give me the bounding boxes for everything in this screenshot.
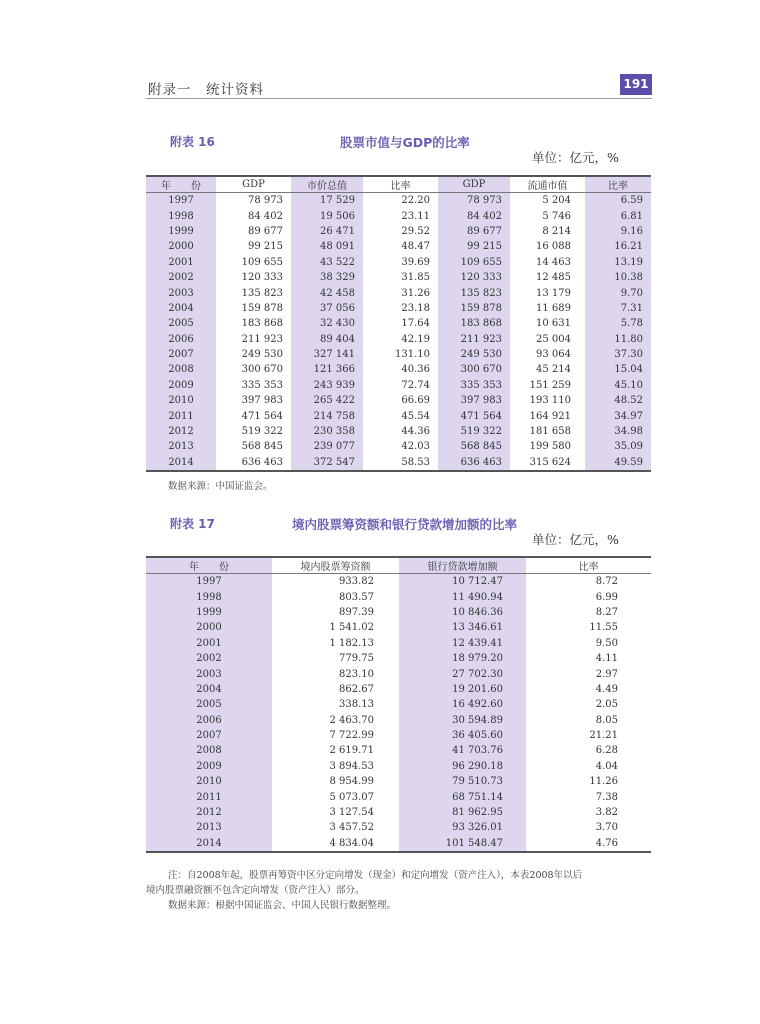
table-cell: 338.13 — [339, 699, 374, 711]
table-cell: 48.52 — [585, 393, 651, 408]
table-cell: 933.82 — [339, 576, 374, 588]
table-cell: 2.97 — [595, 668, 618, 680]
table-cell: 636 463 — [438, 455, 510, 471]
table-cell: 99 215 — [248, 241, 283, 253]
table-cell: 5.78 — [585, 316, 651, 331]
table-cell: 9.50 — [595, 637, 618, 649]
table-cell: 39.69 — [401, 256, 430, 268]
table-row — [146, 224, 651, 239]
table-cell: 193 110 — [529, 395, 571, 407]
table-cell: 84 402 — [248, 210, 283, 222]
table-row — [146, 666, 651, 681]
table-cell: 6.28 — [595, 745, 618, 757]
table-cell: 9.16 — [585, 224, 651, 239]
table-cell: 12 439.41 — [399, 636, 526, 651]
table-row — [146, 301, 651, 316]
table-cell: 10 631 — [536, 318, 571, 330]
table17-header-row — [146, 557, 651, 574]
table-cell: 4.11 — [595, 653, 618, 665]
col-header-gdp-2: GDP — [438, 176, 510, 193]
table-cell: 159 878 — [241, 302, 283, 314]
table-cell: 2001 — [146, 255, 216, 270]
table-cell: 101 548.47 — [399, 836, 526, 852]
table-cell: 214 758 — [291, 408, 363, 423]
table-cell: 8 214 — [542, 225, 571, 237]
table17-unit: 单位：亿元，% — [532, 532, 619, 547]
table-cell: 35.09 — [585, 439, 651, 454]
table-cell: 11.26 — [589, 776, 618, 788]
table-cell: 11 689 — [536, 302, 571, 314]
table-cell: 58.53 — [401, 456, 430, 468]
table-cell: 1998 — [146, 208, 216, 223]
table-cell: 42.03 — [401, 441, 430, 453]
table-cell: 8.27 — [595, 606, 618, 618]
table-cell: 30 594.89 — [399, 713, 526, 728]
table-cell: 1999 — [146, 224, 216, 239]
page-header — [146, 76, 652, 99]
table-cell: 7.31 — [585, 301, 651, 316]
table-cell: 78 973 — [248, 195, 283, 207]
table-cell: 109 655 — [438, 255, 510, 270]
table-cell: 1 541.02 — [329, 622, 374, 634]
table-cell: 2002 — [146, 270, 216, 285]
col-header-gdp: GDP — [216, 176, 291, 193]
table-cell: 11.80 — [585, 332, 651, 347]
table-cell: 803.57 — [339, 591, 374, 603]
table-cell: 36 405.60 — [399, 728, 526, 743]
table-cell: 2005 — [146, 316, 216, 331]
table-cell: 13 346.61 — [399, 620, 526, 635]
table-row — [146, 697, 651, 712]
table-cell: 5 073.07 — [329, 791, 374, 803]
table-cell: 3 457.52 — [329, 822, 374, 834]
table-cell: 315 624 — [529, 456, 571, 468]
table-row — [146, 636, 651, 651]
table17 — [146, 556, 651, 853]
table-cell: 2009 — [146, 378, 216, 393]
table-cell: 6.81 — [585, 208, 651, 223]
table-cell: 2012 — [146, 424, 216, 439]
table-cell: 43 522 — [291, 255, 363, 270]
table-cell: 151 259 — [529, 379, 571, 391]
table-cell: 181 658 — [529, 426, 571, 438]
col-header-ratio: 比率 — [363, 176, 438, 193]
table-cell: 17 529 — [291, 193, 363, 209]
table-cell: 243 939 — [291, 378, 363, 393]
col-header-market-cap: 市价总值 — [291, 176, 363, 193]
table-cell: 34.98 — [585, 424, 651, 439]
table-cell: 22.20 — [401, 195, 430, 207]
table-cell: 131.10 — [395, 349, 430, 361]
col-header-bank-loan-increase: 银行贷款增加额 — [399, 557, 526, 574]
table-cell: 13 179 — [536, 287, 571, 299]
table-row — [146, 362, 651, 377]
table-row — [146, 743, 651, 758]
table-cell: 16.21 — [585, 239, 651, 254]
table-cell: 12 485 — [536, 272, 571, 284]
table-cell: 37 056 — [291, 301, 363, 316]
table-cell: 109 655 — [241, 256, 283, 268]
table-cell: 2011 — [146, 408, 216, 423]
table-cell: 13.19 — [585, 255, 651, 270]
table-cell: 2.05 — [595, 699, 618, 711]
table-cell: 26 471 — [291, 224, 363, 239]
table16 — [146, 175, 651, 472]
table-cell: 66.69 — [401, 395, 430, 407]
table-row — [146, 347, 651, 362]
table-cell: 45 214 — [536, 364, 571, 376]
table-cell: 17.64 — [401, 318, 430, 330]
table-cell: 2001 — [146, 636, 272, 651]
table17-notes — [146, 868, 656, 913]
table-cell: 6.59 — [585, 193, 651, 209]
table-cell: 3 894.53 — [329, 760, 374, 772]
table-row — [146, 408, 651, 423]
table-cell: 372 547 — [291, 455, 363, 471]
table-row — [146, 589, 651, 604]
table-cell: 335 353 — [241, 379, 283, 391]
table-cell: 2007 — [146, 347, 216, 362]
table-cell: 2 619.71 — [329, 745, 374, 757]
table-row — [146, 820, 651, 835]
table-cell: 81 962.95 — [399, 805, 526, 820]
table-cell: 327 141 — [291, 347, 363, 362]
table-cell: 96 290.18 — [399, 759, 526, 774]
table-cell: 11.55 — [589, 622, 618, 634]
table-cell: 2013 — [146, 439, 216, 454]
table-cell: 823.10 — [339, 668, 374, 680]
table-cell: 18 979.20 — [399, 651, 526, 666]
table-row — [146, 378, 651, 393]
table-cell: 239 077 — [291, 439, 363, 454]
table16-source: 数据来源：中国证监会。 — [168, 481, 273, 492]
table-cell: 37.30 — [585, 347, 651, 362]
table-row — [146, 424, 651, 439]
table-row — [146, 682, 651, 697]
table-cell: 211 923 — [241, 333, 283, 345]
table-cell: 25 004 — [536, 333, 571, 345]
table16-title: 股票市值与GDP的比率 — [340, 135, 470, 150]
table-cell: 32 430 — [291, 316, 363, 331]
table-cell: 2005 — [146, 697, 272, 712]
table-row — [146, 759, 651, 774]
table-cell: 300 670 — [438, 362, 510, 377]
table-cell: 6.99 — [595, 591, 618, 603]
table-row — [146, 316, 651, 331]
table-cell: 21.21 — [589, 730, 618, 742]
table-row — [146, 193, 651, 209]
table-cell: 211 923 — [438, 332, 510, 347]
table-cell: 3.82 — [595, 807, 618, 819]
table-row — [146, 255, 651, 270]
table-cell: 10 712.47 — [399, 574, 526, 590]
col-header-ratio: 比率 — [526, 557, 651, 574]
note-line-1: 注：自2008年起，股票再筹资中区分定向增发（现金）和定向增发（资产注入），本表2008年以后 — [168, 870, 583, 881]
table-cell: 2008 — [146, 743, 272, 758]
table-cell: 31.85 — [401, 272, 430, 284]
table-row — [146, 805, 651, 820]
table-cell: 34.97 — [585, 408, 651, 423]
table-cell: 471 564 — [438, 408, 510, 423]
table-cell: 4.76 — [595, 837, 618, 849]
table-cell: 2006 — [146, 713, 272, 728]
col-header-stock-financing: 境内股票筹资额 — [272, 557, 399, 574]
table-cell: 230 358 — [291, 424, 363, 439]
table-cell: 2007 — [146, 728, 272, 743]
col-header-year: 年 份 — [146, 557, 272, 574]
table-row — [146, 208, 651, 223]
table-cell: 42.19 — [401, 333, 430, 345]
table-cell: 4 834.04 — [329, 837, 374, 849]
table-cell: 27 702.30 — [399, 666, 526, 681]
table-cell: 2003 — [146, 666, 272, 681]
table-row — [146, 789, 651, 804]
table-cell: 1998 — [146, 589, 272, 604]
table-cell: 44.36 — [401, 426, 430, 438]
table-cell: 568 845 — [438, 439, 510, 454]
table-row — [146, 439, 651, 454]
table-cell: 4.49 — [595, 683, 618, 695]
table16-header-row — [146, 176, 651, 193]
table-cell: 2008 — [146, 362, 216, 377]
table-cell: 2004 — [146, 682, 272, 697]
table17-label: 附表 17 — [170, 517, 215, 531]
table-cell: 23.11 — [401, 210, 430, 222]
table-cell: 2004 — [146, 301, 216, 316]
table-cell: 3.70 — [595, 822, 618, 834]
table-row — [146, 393, 651, 408]
table-cell: 29.52 — [401, 225, 430, 237]
table-cell: 335 353 — [438, 378, 510, 393]
table-cell: 2010 — [146, 774, 272, 789]
table-cell: 79 510.73 — [399, 774, 526, 789]
table-cell: 779.75 — [339, 653, 374, 665]
table-cell: 8.05 — [595, 714, 618, 726]
table-cell: 16 492.60 — [399, 697, 526, 712]
table-cell: 2 463.70 — [329, 714, 374, 726]
table-cell: 48.47 — [401, 241, 430, 253]
table-cell: 3 127.54 — [329, 807, 374, 819]
table-cell: 135 823 — [241, 287, 283, 299]
table-cell: 568 845 — [241, 441, 283, 453]
table-cell: 40.36 — [401, 364, 430, 376]
table-cell: 1 182.13 — [329, 637, 374, 649]
table-cell: 2012 — [146, 805, 272, 820]
table-cell: 397 983 — [438, 393, 510, 408]
table-cell: 5 204 — [542, 195, 571, 207]
table-cell: 249 530 — [241, 349, 283, 361]
table-cell: 2003 — [146, 285, 216, 300]
table-row — [146, 332, 651, 347]
table-cell: 72.74 — [401, 379, 430, 391]
table-row — [146, 620, 651, 635]
table-cell: 862.67 — [339, 683, 374, 695]
table-cell: 89 677 — [438, 224, 510, 239]
table-row — [146, 728, 651, 743]
table16-label: 附表 16 — [170, 135, 215, 149]
table-cell: 38 329 — [291, 270, 363, 285]
table-cell: 45.54 — [401, 410, 430, 422]
table-cell: 1999 — [146, 605, 272, 620]
table-row — [146, 455, 651, 471]
table-row — [146, 574, 651, 590]
note-line-2: 境内股票融资额不包含定向增发（资产注入）部分。 — [146, 885, 365, 896]
table-cell: 2000 — [146, 239, 216, 254]
table-cell: 19 201.60 — [399, 682, 526, 697]
table-row — [146, 605, 651, 620]
table-cell: 23.18 — [401, 302, 430, 314]
table-cell: 19 506 — [291, 208, 363, 223]
table-cell: 397 983 — [241, 395, 283, 407]
table-cell: 14 463 — [536, 256, 571, 268]
table-cell: 49.59 — [585, 455, 651, 471]
table-cell: 84 402 — [438, 208, 510, 223]
header-title: 附录一 统计资料 — [148, 82, 264, 98]
table-cell: 183 868 — [438, 316, 510, 331]
table-cell: 41 703.76 — [399, 743, 526, 758]
table-cell: 120 333 — [241, 272, 283, 284]
table-cell: 78 973 — [438, 193, 510, 209]
table-cell: 11 490.94 — [399, 589, 526, 604]
table-cell: 93 326.01 — [399, 820, 526, 835]
table-cell: 2000 — [146, 620, 272, 635]
table-cell: 99 215 — [438, 239, 510, 254]
table-row — [146, 239, 651, 254]
table-cell: 16 088 — [536, 241, 571, 253]
table-cell: 31.26 — [401, 287, 430, 299]
table-cell: 164 921 — [529, 410, 571, 422]
table-cell: 7 722.99 — [329, 730, 374, 742]
table-cell: 48 091 — [291, 239, 363, 254]
table-row — [146, 651, 651, 666]
table-cell: 159 878 — [438, 301, 510, 316]
col-header-ratio-2: 比率 — [585, 176, 651, 193]
table-cell: 135 823 — [438, 285, 510, 300]
table-row — [146, 774, 651, 789]
table-row — [146, 270, 651, 285]
table-cell: 42 458 — [291, 285, 363, 300]
table-cell: 1997 — [146, 193, 216, 209]
col-header-float-cap: 流通市值 — [510, 176, 585, 193]
table-cell: 5 746 — [542, 210, 571, 222]
table-cell: 10 846.36 — [399, 605, 526, 620]
table-cell: 10.38 — [585, 270, 651, 285]
col-header-year: 年 份 — [146, 176, 216, 193]
table-cell: 121 366 — [291, 362, 363, 377]
table-cell: 15.04 — [585, 362, 651, 377]
table-cell: 2014 — [146, 836, 272, 852]
table-cell: 1997 — [146, 574, 272, 590]
table-cell: 2013 — [146, 820, 272, 835]
table-cell: 2002 — [146, 651, 272, 666]
table-cell: 2014 — [146, 455, 216, 471]
table-cell: 8.72 — [595, 576, 618, 588]
table-cell: 519 322 — [438, 424, 510, 439]
table-cell: 120 333 — [438, 270, 510, 285]
table-cell: 8 954.99 — [329, 776, 374, 788]
table-cell: 519 322 — [241, 426, 283, 438]
table-cell: 2010 — [146, 393, 216, 408]
table-cell: 2006 — [146, 332, 216, 347]
table17-source: 数据来源：根据中国证监会、中国人民银行数据整理。 — [168, 900, 397, 911]
table16-unit: 单位：亿元，% — [532, 150, 619, 165]
table17-title: 境内股票筹资额和银行贷款增加额的比率 — [292, 517, 518, 532]
table-row — [146, 285, 651, 300]
table-cell: 2009 — [146, 759, 272, 774]
table-row — [146, 713, 651, 728]
table-cell: 636 463 — [241, 456, 283, 468]
table-cell: 2011 — [146, 789, 272, 804]
table-cell: 471 564 — [241, 410, 283, 422]
table-cell: 9.70 — [585, 285, 651, 300]
table-cell: 897.39 — [339, 606, 374, 618]
table-cell: 7.38 — [595, 791, 618, 803]
table-row — [146, 836, 651, 852]
table-cell: 249 530 — [438, 347, 510, 362]
table-cell: 68 751.14 — [399, 789, 526, 804]
table-cell: 265 422 — [291, 393, 363, 408]
table-cell: 93 064 — [536, 349, 571, 361]
table-cell: 199 580 — [529, 441, 571, 453]
page-number: 191 — [620, 74, 652, 95]
table-cell: 89 677 — [248, 225, 283, 237]
table-cell: 45.10 — [585, 378, 651, 393]
table-cell: 89 404 — [291, 332, 363, 347]
table-cell: 300 670 — [241, 364, 283, 376]
table-cell: 183 868 — [241, 318, 283, 330]
table-cell: 4.04 — [595, 760, 618, 772]
